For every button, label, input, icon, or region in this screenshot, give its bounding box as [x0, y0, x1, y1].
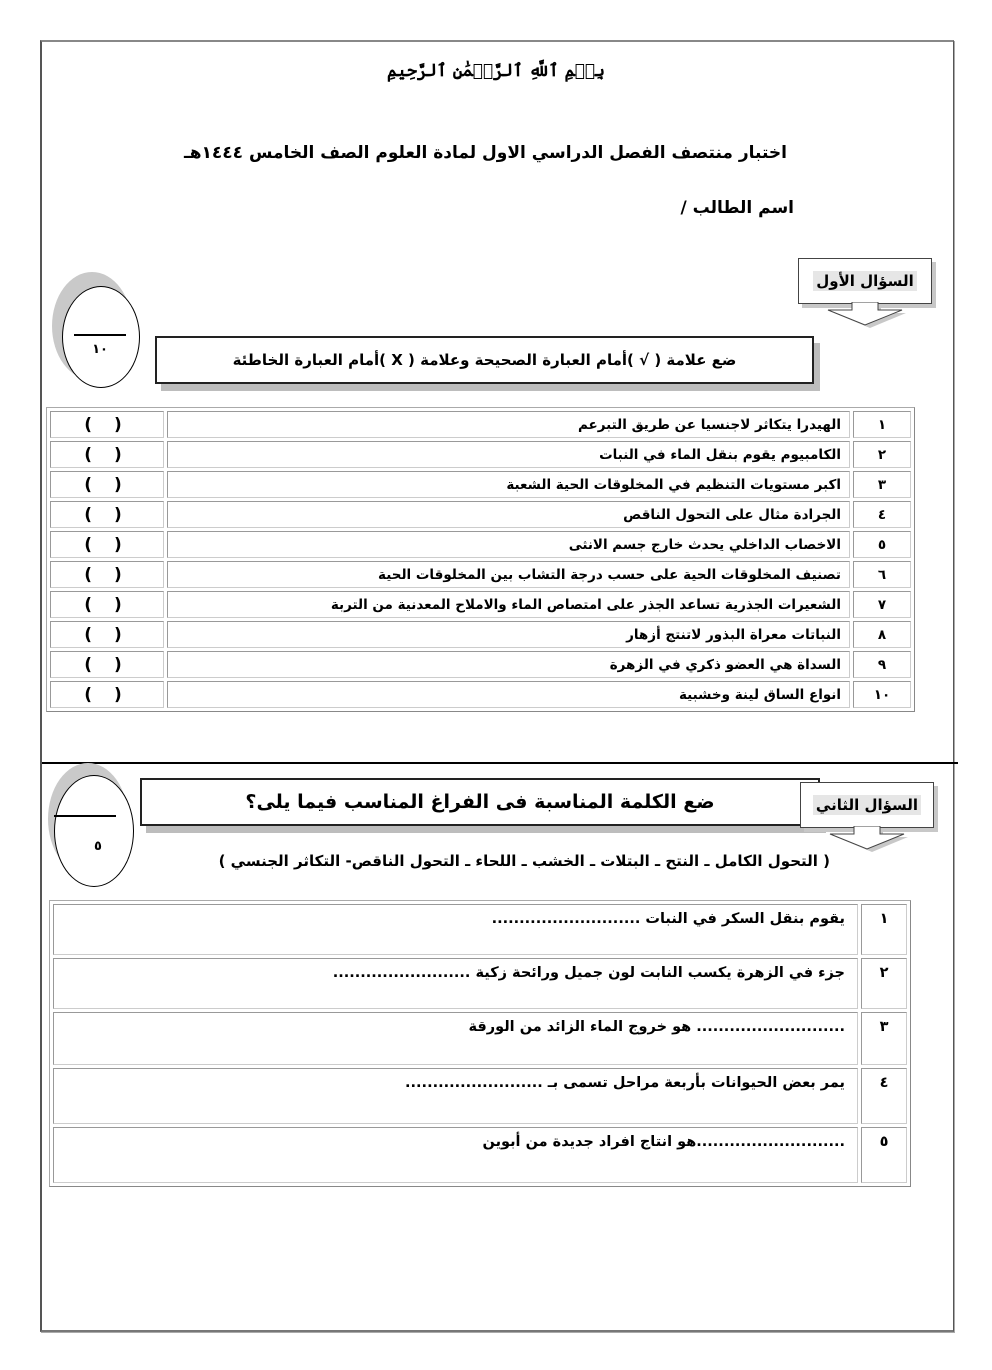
question1-label: السؤال الأول	[813, 271, 916, 291]
item-number: ٥	[853, 531, 911, 558]
item-number: ٤	[853, 501, 911, 528]
fill-blank-statement[interactable]: ...........................هو انتاج افراد جديدة من أبوين	[53, 1127, 858, 1183]
answer-blank[interactable]: ( )	[50, 441, 164, 468]
fill-blank-row	[53, 1068, 907, 1124]
question2-score-total: ٥	[94, 839, 102, 854]
true-false-row	[50, 651, 911, 678]
answer-blank[interactable]: ( )	[50, 681, 164, 708]
fill-blank-row	[53, 904, 907, 955]
statement-text: الشعيرات الجذرية تساعد الجذر على امتصاص الماء والاملاح المعدنية من التربة	[167, 591, 850, 618]
item-number: ٨	[853, 621, 911, 648]
fill-blank-row	[53, 1127, 907, 1183]
true-false-row	[50, 591, 911, 618]
item-number: ١	[861, 904, 907, 955]
true-false-row	[50, 531, 911, 558]
down-arrow-icon	[828, 826, 910, 852]
fill-blank-statement[interactable]: يمر بعض الحيوانات بأربعة مراحل تسمى بـ .........................	[53, 1068, 858, 1124]
question2-score-circle	[48, 763, 140, 885]
item-number: ٦	[853, 561, 911, 588]
question1-instruction-text: ضع علامة ( √ )أمام العبارة الصحيحة وعلامة ( X )أمام العبارة الخاطئة	[232, 351, 737, 369]
question1-callout	[798, 258, 932, 304]
item-number: ٢	[853, 441, 911, 468]
statement-text: الاخصاب الداخلي يحدث خارج جسم الانثى	[167, 531, 850, 558]
fill-blank-statement[interactable]: يقوم بنقل السكر في النبات ...........................	[53, 904, 858, 955]
statement-text: اكبر مستويات التنظيم في المخلوقات الحية الشعبة	[167, 471, 850, 498]
statement-text: السداة هي العضو ذكري في الزهرة	[167, 651, 850, 678]
statement-text: الهيدرا يتكاثر لاجنسيا عن طريق التبرعم	[167, 411, 850, 438]
question1-score-circle	[52, 272, 144, 390]
fill-blank-statement[interactable]: ........................... هو خروج الماء الزائد من الورقة	[53, 1012, 858, 1065]
answer-blank[interactable]: ( )	[50, 471, 164, 498]
statement-text: الجرادة مثال على التحول الناقص	[167, 501, 850, 528]
true-false-row	[50, 501, 911, 528]
statement-text: النباتات معراة البذور لاتنتج أزهار	[167, 621, 850, 648]
answer-blank[interactable]: ( )	[50, 411, 164, 438]
true-false-row	[50, 471, 911, 498]
statement-text: الكامبيوم يقوم بنقل الماء في النبات	[167, 441, 850, 468]
answer-blank[interactable]: ( )	[50, 621, 164, 648]
question2-instruction-text: ضع الكلمة المناسبة فى الفراغ المناسب فيما يلى؟	[245, 791, 715, 813]
fill-blank-row	[53, 1012, 907, 1065]
question2-label: السؤال الثاني	[813, 795, 921, 815]
question1-instruction	[155, 336, 814, 384]
item-number: ٩	[853, 651, 911, 678]
fill-blank-row	[53, 958, 907, 1009]
basmala: بِسۡمِ ٱللَّهِ ٱلرَّحۡمَٰنِ ٱلرَّحِيمِ	[387, 61, 605, 81]
fill-blank-table	[49, 900, 911, 1187]
fill-blank-statement[interactable]: جزء في الزهرة يكسب النابت لون جميل ورائحة زكية .........................	[53, 958, 858, 1009]
word-bank: ( التحول الكامل ـ النتح ـ البتلات ـ الخشب ـ اللحاء ـ التحول الناقص- التكاثر الجنسي )	[218, 852, 830, 870]
item-number: ٢	[861, 958, 907, 1009]
true-false-row	[50, 411, 911, 438]
answer-blank[interactable]: ( )	[50, 561, 164, 588]
section-divider	[42, 762, 958, 764]
answer-blank[interactable]: ( )	[50, 531, 164, 558]
answer-blank[interactable]: ( )	[50, 651, 164, 678]
true-false-row	[50, 621, 911, 648]
true-false-row	[50, 681, 911, 708]
item-number: ٤	[861, 1068, 907, 1124]
true-false-row	[50, 561, 911, 588]
item-number: ٣	[861, 1012, 907, 1065]
exam-title: اختبار منتصف الفصل الدراسي الاول لمادة العلوم الصف الخامس ١٤٤٤هـ	[183, 143, 787, 163]
answer-blank[interactable]: ( )	[50, 501, 164, 528]
student-name-label: اسم الطالب /	[680, 198, 794, 218]
item-number: ٧	[853, 591, 911, 618]
down-arrow-icon	[826, 302, 908, 328]
question2-instruction	[140, 778, 820, 826]
statement-text: انواع الساق لينة وخشبية	[167, 681, 850, 708]
true-false-table	[46, 407, 915, 712]
question1-score-total: ١٠	[92, 342, 108, 357]
item-number: ٥	[861, 1127, 907, 1183]
answer-blank[interactable]: ( )	[50, 591, 164, 618]
statement-text: تصنيف المخلوقات الحية على حسب درجة التشاب بين المخلوقات الحية	[167, 561, 850, 588]
item-number: ١٠	[853, 681, 911, 708]
item-number: ٣	[853, 471, 911, 498]
item-number: ١	[853, 411, 911, 438]
question2-callout	[800, 782, 934, 828]
true-false-row	[50, 441, 911, 468]
